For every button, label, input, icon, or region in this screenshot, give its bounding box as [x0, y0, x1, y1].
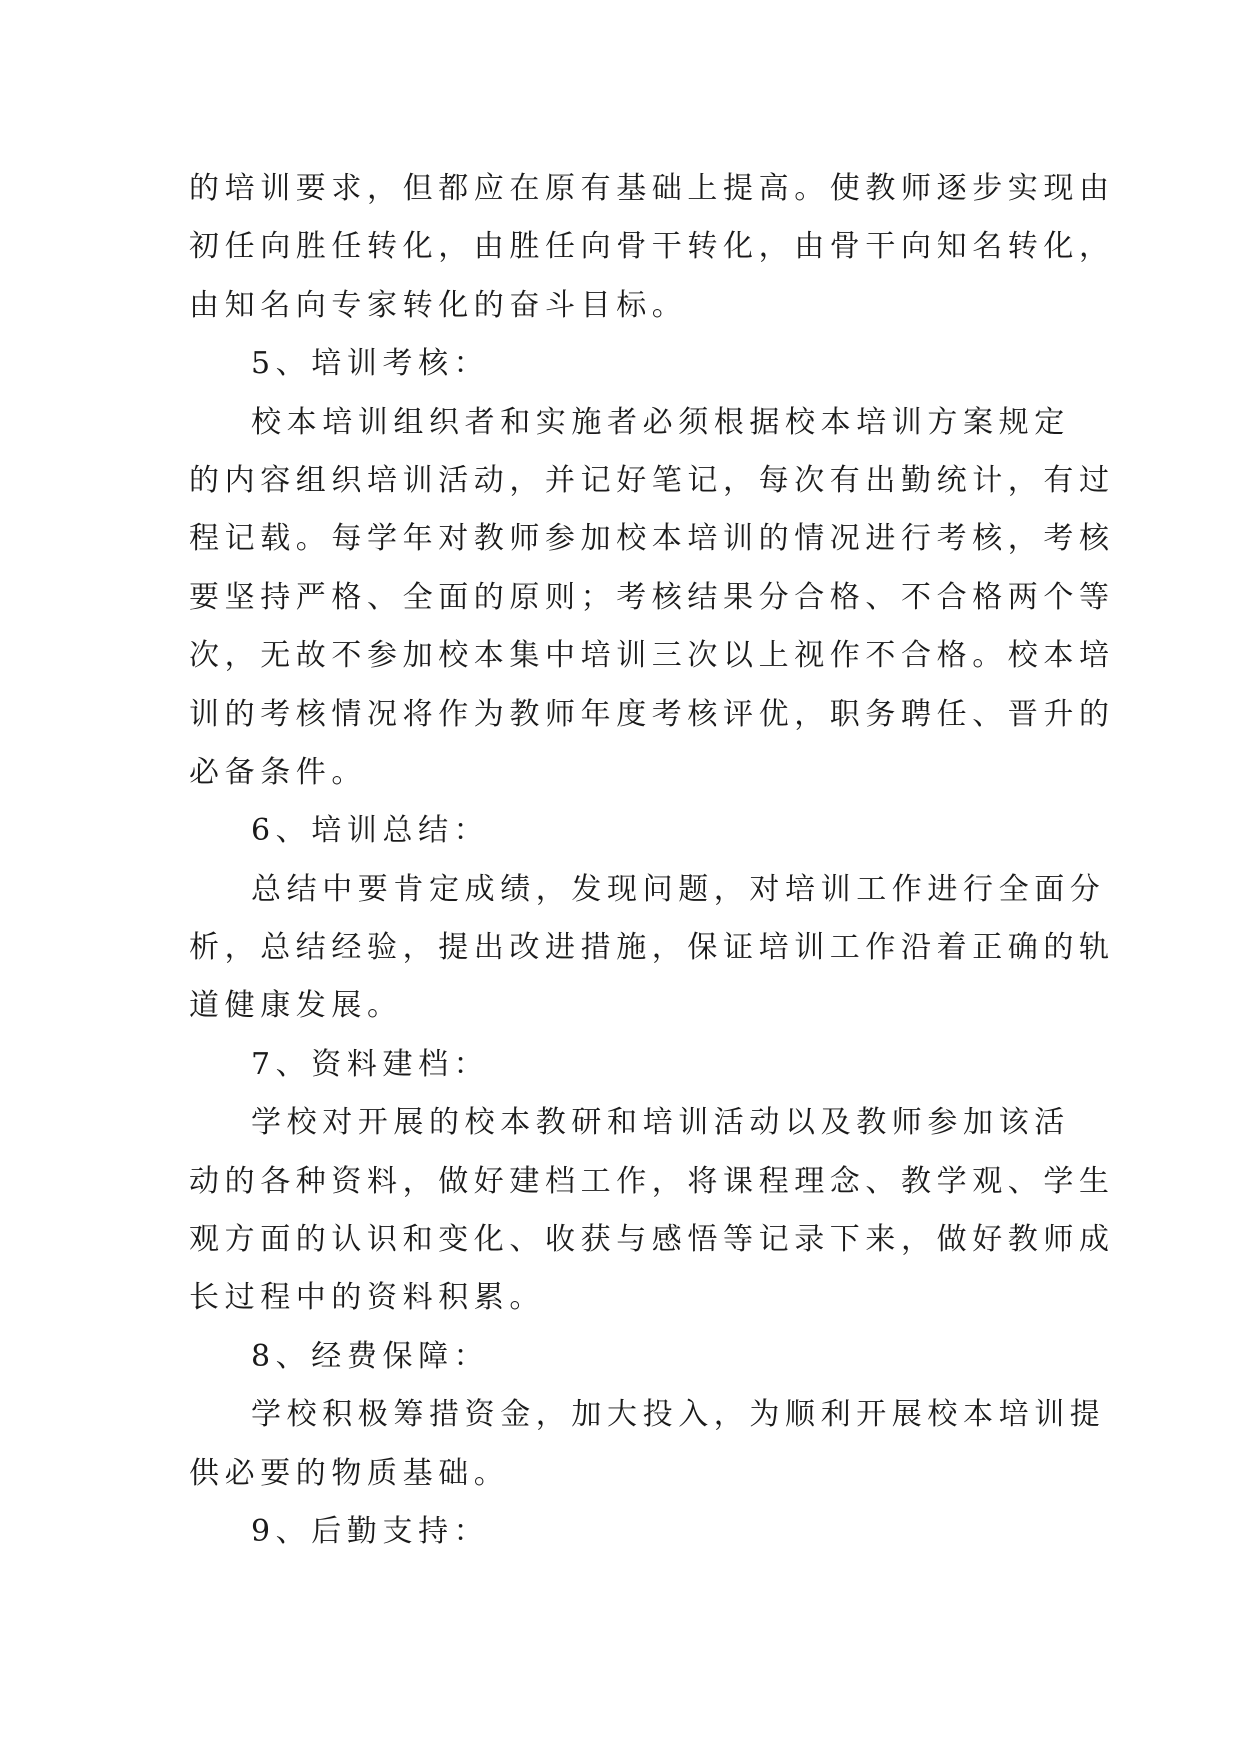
- document-body: [189, 160, 1115, 1561]
- text-line: 初任向胜任转化，由胜任向骨干转化，由骨干向知名转化，: [189, 229, 1115, 265]
- text-line: 长过程中的资料积累。: [189, 1280, 545, 1316]
- text-line: 必备条件。: [189, 754, 367, 790]
- text-line: 次，无故不参加校本集中培训三次以上视作不合格。校本培: [189, 638, 1115, 674]
- text-line: 道健康发展。: [189, 988, 403, 1024]
- section-heading-7: 7、资料建档：: [251, 1046, 490, 1082]
- text-line: 总结中要肯定成绩，发现问题，对培训工作进行全面分: [251, 871, 1106, 907]
- section-heading-9: 9、后勤支持：: [251, 1513, 490, 1549]
- text-line: 学校对开展的校本教研和培训活动以及教师参加该活: [251, 1105, 1070, 1141]
- text-line: 学校积极筹措资金，加大投入，为顺利开展校本培训提: [251, 1397, 1106, 1433]
- text-line: 程记载。每学年对教师参加校本培训的情况进行考核，考核: [189, 521, 1115, 557]
- text-line: 析，总结经验，提出改进措施，保证培训工作沿着正确的轨: [189, 930, 1115, 966]
- text-line: 动的各种资料，做好建档工作，将课程理念、教学观、学生: [189, 1163, 1115, 1199]
- text-line: 的培训要求，但都应在原有基础上提高。使教师逐步实现由: [189, 171, 1115, 206]
- text-line: 校本培训组织者和实施者必须根据校本培训方案规定: [251, 404, 1070, 440]
- text-line: 由知名向专家转化的奋斗目标。: [189, 287, 688, 323]
- text-line: 要坚持严格、全面的原则；考核结果分合格、不合格两个等: [189, 579, 1115, 615]
- section-heading-6: 6、培训总结：: [251, 813, 490, 849]
- section-heading-5: 5、培训考核：: [251, 346, 490, 382]
- text-line: 供必要的物质基础。: [189, 1455, 510, 1491]
- text-line: 训的考核情况将作为教师年度考核评优，职务聘任、晋升的: [189, 696, 1115, 732]
- text-line: 的内容组织培训活动，并记好笔记，每次有出勤统计，有过: [189, 462, 1115, 498]
- text-line: 观方面的认识和变化、收获与感悟等记录下来，做好教师成: [189, 1222, 1115, 1258]
- section-heading-8: 8、经费保障：: [251, 1338, 490, 1374]
